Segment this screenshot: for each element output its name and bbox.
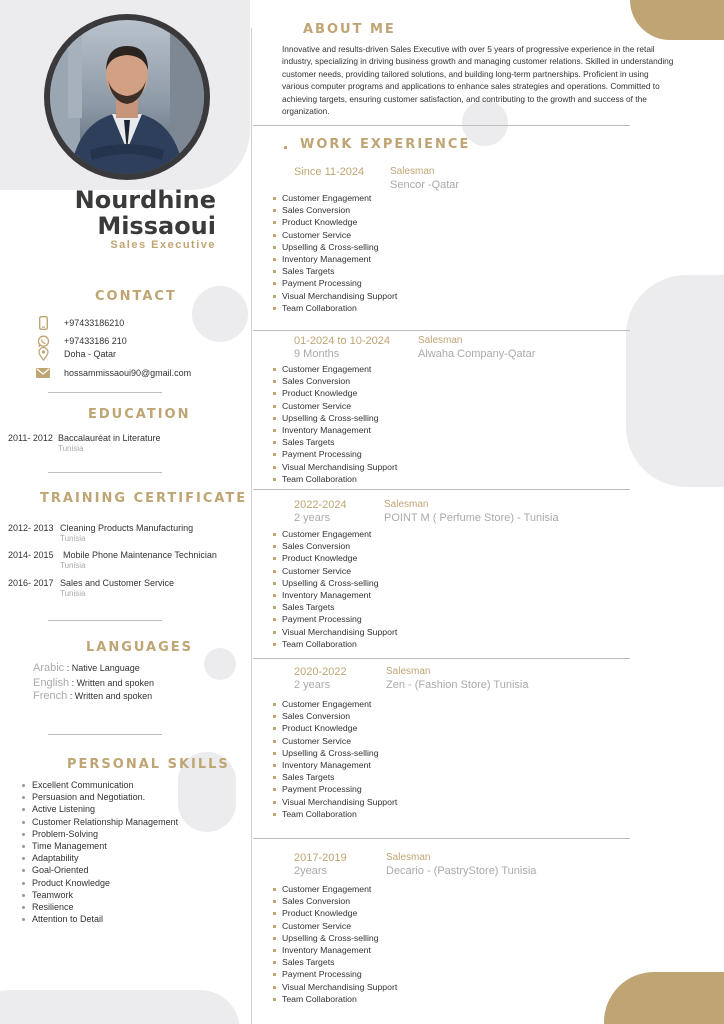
- task-item: Team Collaboration: [272, 302, 397, 314]
- email-icon: [36, 366, 50, 380]
- task-item: Inventory Management: [272, 253, 397, 265]
- job-title: Salesman: [386, 852, 431, 863]
- job-company: Zen - (Fashion Store) Tunisia: [386, 679, 529, 691]
- task-item: Sales Targets: [272, 601, 397, 613]
- language-item: [33, 662, 140, 674]
- language-level: : Written and spoken: [69, 691, 153, 701]
- skills-heading: PERSONAL SKILLS: [67, 757, 230, 772]
- task-item: Visual Merchandising Support: [272, 626, 397, 638]
- task-item: Visual Merchandising Support: [272, 796, 397, 808]
- task-item: Payment Processing: [272, 277, 397, 289]
- email-address[interactable]: hossammissaoui90@gmail.com: [64, 368, 192, 378]
- job-company: POINT M ( Perfume Store) - Tunisia: [384, 512, 559, 524]
- task-item: Sales Conversion: [272, 540, 397, 552]
- sidebar-footer-background: [0, 990, 240, 1024]
- job-date: 2017-2019: [294, 852, 347, 864]
- training-years: 2016- 2017: [8, 578, 54, 588]
- phone-icon: [36, 316, 50, 330]
- task-item: Customer Engagement: [272, 883, 397, 895]
- training-title: Mobile Phone Maintenance Technician: [63, 550, 217, 560]
- task-item: Payment Processing: [272, 783, 397, 795]
- language-item: [33, 677, 154, 689]
- about-heading: ABOUT ME: [303, 22, 396, 37]
- task-item: Payment Processing: [272, 613, 397, 625]
- task-item: Team Collaboration: [272, 473, 397, 485]
- whatsapp-icon: [36, 334, 50, 348]
- job-date: 01-2024 to 10-2024: [294, 335, 391, 347]
- training-heading: TRAINING CERTIFICATE: [40, 491, 248, 506]
- location: Doha - Qatar: [64, 349, 117, 359]
- section-divider: [48, 734, 162, 735]
- task-item: Sales Conversion: [272, 375, 397, 387]
- skill-item: Adaptability: [22, 852, 178, 864]
- portrait-illustration: [50, 20, 204, 174]
- skill-item: Active Listening: [22, 803, 178, 815]
- task-item: Product Knowledge: [272, 722, 397, 734]
- job-date: 2020-2022: [294, 666, 347, 678]
- section-divider: [253, 489, 630, 490]
- whatsapp-number[interactable]: +97433186 210: [64, 336, 127, 346]
- task-item: Upselling & Cross-selling: [272, 241, 397, 253]
- task-item: Inventory Management: [272, 424, 397, 436]
- task-item: Upselling & Cross-selling: [272, 577, 397, 589]
- language-level: : Native Language: [66, 663, 140, 673]
- language-item: [33, 690, 152, 702]
- task-item: Product Knowledge: [272, 216, 397, 228]
- task-item: Sales Targets: [272, 771, 397, 783]
- task-item: Customer Service: [272, 735, 397, 747]
- education-place: Tunisia: [58, 444, 84, 453]
- profile-photo-frame: [44, 14, 210, 180]
- section-divider: [48, 392, 162, 393]
- job-title: Salesman: [418, 335, 463, 346]
- training-place: Tunisia: [60, 589, 86, 598]
- gold-corner-bottom-right: [604, 972, 724, 1024]
- skill-item: Resilience: [22, 901, 178, 913]
- job-tasks: [272, 528, 397, 650]
- training-place: Tunisia: [60, 534, 86, 543]
- phone-number[interactable]: +97433186210: [64, 318, 125, 328]
- task-item: Upselling & Cross-selling: [272, 747, 397, 759]
- job-tasks: [272, 192, 397, 314]
- task-item: Customer Engagement: [272, 363, 397, 375]
- training-title: Cleaning Products Manufacturing: [60, 523, 194, 533]
- training-years: 2014- 2015: [8, 550, 54, 560]
- task-item: Customer Service: [272, 229, 397, 241]
- job-duration: 2 years: [294, 512, 331, 524]
- task-item: Team Collaboration: [272, 638, 397, 650]
- column-divider: [251, 28, 252, 1024]
- skill-item: Customer Relationship Management: [22, 816, 178, 828]
- task-item: Customer Engagement: [272, 698, 397, 710]
- task-item: Visual Merchandising Support: [272, 461, 397, 473]
- skill-item: Product Knowledge: [22, 877, 178, 889]
- skill-item: Attention to Detail: [22, 913, 178, 925]
- about-text: Innovative and results-driven Sales Executive with over 5 years of progressive experience in the retail industry, specializing in driving business growth and managing customer relations. Skilled in understanding customer needs, providing tailored solutions, and building long-term partnerships. Proficient in using various computer programs and applications to enhance sales strategies and operations. Committed to achieving targets, ensuring customer satisfaction, and contributing to the growth and success of the organization.: [282, 44, 674, 117]
- job-tasks: [272, 883, 397, 1005]
- task-item: Visual Merchandising Support: [272, 981, 397, 993]
- job-duration: 9 Months: [294, 348, 340, 360]
- task-item: Customer Engagement: [272, 192, 397, 204]
- job-tasks: [272, 363, 397, 485]
- task-item: Product Knowledge: [272, 387, 397, 399]
- language-name: Arabic: [33, 662, 65, 674]
- education-heading: EDUCATION: [88, 407, 191, 422]
- job-duration: 2 years: [294, 679, 331, 691]
- job-title: Salesman: [390, 166, 435, 177]
- training-place: Tunisia: [60, 561, 86, 570]
- task-item: Sales Conversion: [272, 895, 397, 907]
- job-title: Salesman: [384, 499, 429, 510]
- section-divider: [253, 125, 630, 126]
- education-title: Baccalauréat in Literature: [58, 433, 161, 443]
- decor-circle: [192, 286, 248, 342]
- gold-corner-top-right: [630, 0, 724, 40]
- task-item: Sales Targets: [272, 265, 397, 277]
- task-item: Customer Service: [272, 565, 397, 577]
- skill-item: Excellent Communication: [22, 779, 178, 791]
- skill-item: Problem-Solving: [22, 828, 178, 840]
- task-item: Product Knowledge: [272, 907, 397, 919]
- task-item: Inventory Management: [272, 759, 397, 771]
- training-title: Sales and Customer Service: [60, 578, 175, 588]
- task-item: Inventory Management: [272, 589, 397, 601]
- task-item: Customer Service: [272, 400, 397, 412]
- location-icon: [36, 347, 50, 361]
- task-item: Team Collaboration: [272, 808, 397, 820]
- skill-item: Goal-Oriented: [22, 864, 178, 876]
- contact-phone: [36, 316, 124, 330]
- grey-side-shape: [626, 275, 724, 487]
- job-tasks: [272, 698, 397, 820]
- contact-email: [36, 366, 191, 380]
- skill-item: Time Management: [22, 840, 178, 852]
- contact-location: [36, 347, 116, 361]
- job-role: Sales Executive: [110, 239, 216, 251]
- task-item: Payment Processing: [272, 448, 397, 460]
- skill-item: Persuasion and Negotiation.: [22, 791, 178, 803]
- work-heading: WORK EXPERIENCE: [300, 137, 471, 152]
- job-title: Salesman: [386, 666, 431, 677]
- language-level: : Written and spoken: [71, 678, 154, 688]
- section-divider: [253, 658, 630, 659]
- training-years: 2012- 2013: [8, 523, 54, 533]
- job-date: 2022-2024: [294, 499, 347, 511]
- task-item: Sales Conversion: [272, 710, 397, 722]
- task-item: Sales Targets: [272, 436, 397, 448]
- task-item: Product Knowledge: [272, 552, 397, 564]
- task-item: Upselling & Cross-selling: [272, 412, 397, 424]
- task-item: Team Collaboration: [272, 993, 397, 1005]
- last-name: Missaoui: [97, 212, 216, 240]
- skill-item: Teamwork: [22, 889, 178, 901]
- language-name: French: [33, 690, 68, 702]
- job-date: Since 11-2024: [294, 166, 365, 178]
- education-years: 2011- 2012: [8, 433, 53, 443]
- task-item: Visual Merchandising Support: [272, 290, 397, 302]
- task-item: Upselling & Cross-selling: [272, 932, 397, 944]
- section-divider: [48, 472, 162, 473]
- section-divider: [253, 330, 630, 331]
- job-company: Sencor -Qatar: [390, 179, 460, 191]
- section-divider: [48, 620, 162, 621]
- heading-bullet: [284, 146, 287, 149]
- task-item: Sales Conversion: [272, 204, 397, 216]
- contact-whatsapp: [36, 334, 127, 348]
- languages-heading: LANGUAGES: [86, 640, 194, 655]
- job-company: Decario - (PastryStore) Tunisia: [386, 865, 537, 877]
- section-divider: [253, 838, 630, 839]
- decor-circle: [204, 648, 236, 680]
- skills-list: [22, 779, 178, 925]
- task-item: Customer Service: [272, 920, 397, 932]
- profile-photo: [50, 20, 204, 174]
- job-company: Alwaha Company-Qatar: [418, 348, 536, 360]
- task-item: Customer Engagement: [272, 528, 397, 540]
- task-item: Inventory Management: [272, 944, 397, 956]
- language-name: English: [33, 677, 70, 689]
- task-item: Sales Targets: [272, 956, 397, 968]
- contact-heading: CONTACT: [95, 289, 177, 304]
- task-item: Payment Processing: [272, 968, 397, 980]
- job-duration: 2years: [294, 865, 328, 877]
- first-name: Nourdhine: [74, 186, 216, 214]
